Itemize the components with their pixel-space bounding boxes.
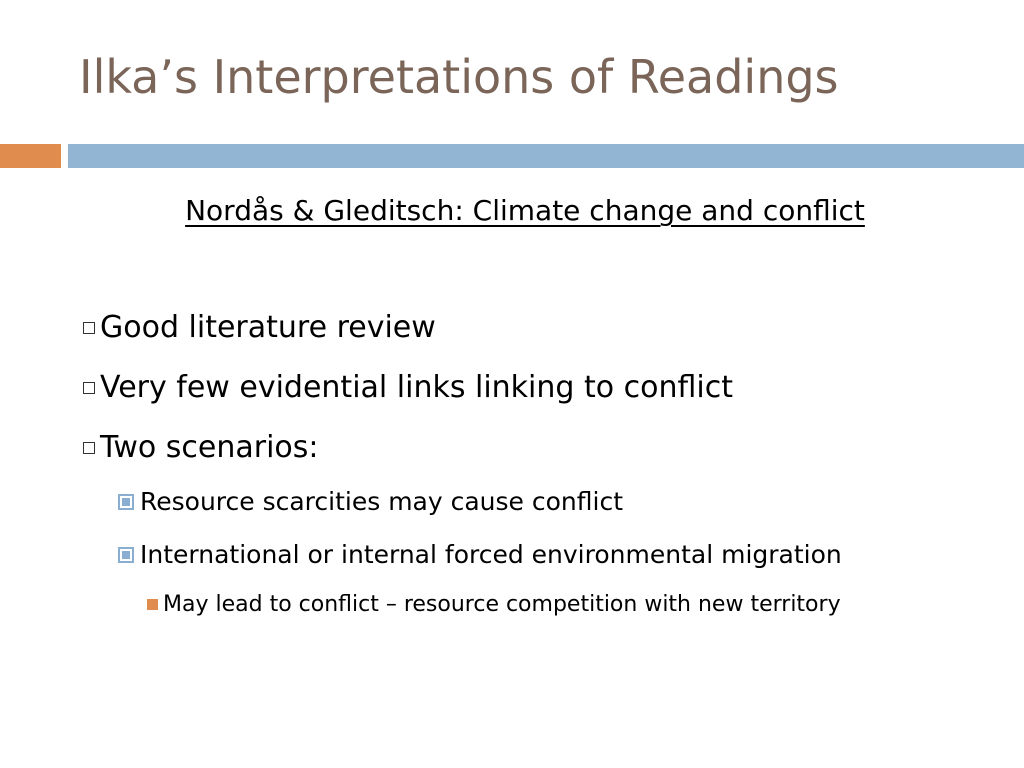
accent-bar-orange: [0, 144, 61, 168]
bullet-item: [83, 430, 319, 465]
bullet-item: [83, 310, 436, 345]
open-square-bullet-icon: [83, 442, 95, 454]
orange-square-bullet-icon: [147, 599, 158, 610]
slide-subtitle: Nordås & Gleditsch: Climate change and conflict: [185, 194, 865, 227]
blue-square-bullet-icon: [118, 547, 134, 563]
blue-square-bullet-icon: [118, 494, 134, 510]
open-square-bullet-icon: [83, 322, 95, 334]
bullet-text: Good literature review: [100, 310, 436, 345]
open-square-bullet-icon: [83, 382, 95, 394]
bullet-text: Resource scarcities may cause conflict: [140, 487, 624, 516]
bullet-text: International or internal forced environmental migration: [140, 540, 842, 569]
accent-bar-blue: [68, 144, 1024, 168]
bullet-text: Very few evidential links linking to conflict: [100, 370, 733, 405]
bullet-text: Two scenarios:: [100, 430, 319, 465]
sub-sub-bullet-item: [147, 592, 841, 617]
bullet-item: [83, 370, 733, 405]
bullet-text: May lead to conflict – resource competition with new territory: [163, 592, 841, 617]
sub-bullet-item: [118, 487, 623, 516]
slide-title: Ilka’s Interpretations of Readings: [79, 50, 839, 104]
sub-bullet-item: [118, 540, 842, 569]
